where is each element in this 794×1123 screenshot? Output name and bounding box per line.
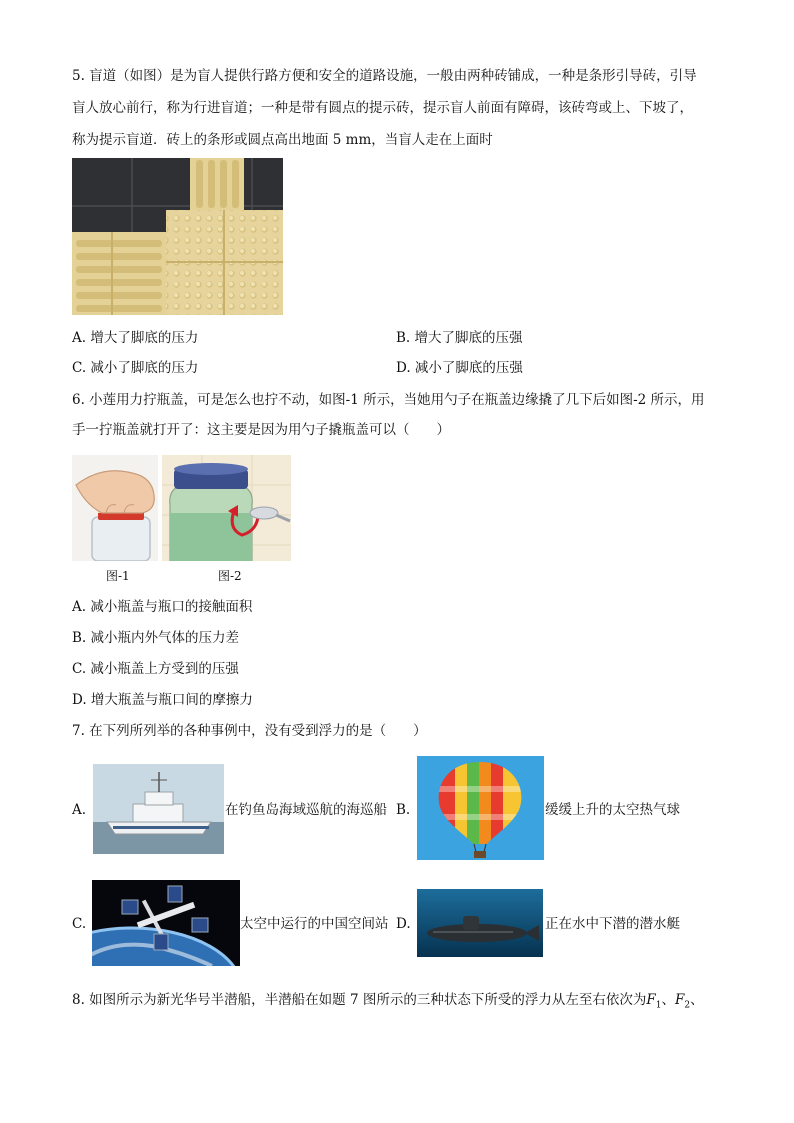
jar-figure-2-image — [162, 455, 291, 561]
q5-option-c: C. 减小了脚底的压力 — [72, 360, 199, 376]
patrol-ship-image — [93, 764, 224, 854]
jar-figure-1-image — [72, 455, 158, 561]
q6-stem-line2: 手一拧瓶盖就打开了：这主要是因为用勺子撬瓶盖可以（ ） — [72, 422, 450, 438]
q6-option-d: D. 增大瓶盖与瓶口间的摩擦力 — [72, 692, 253, 708]
q6-option-c: C. 减小瓶盖上方受到的压强 — [72, 661, 239, 677]
q7-option-b-text: 缓缓上升的太空热气球 — [545, 802, 680, 818]
q7-stem: 7. 在下列所列举的各种事例中，没有受到浮力的是（ ） — [72, 723, 427, 739]
f2-symbol: F — [674, 992, 685, 1008]
hot-air-balloon-image — [417, 756, 544, 860]
q6-option-a: A. 减小瓶盖与瓶口的接触面积 — [72, 599, 253, 615]
f2-subscript: 2 — [684, 1000, 691, 1011]
q5-stem-line2: 盲人放心前行，称为行进盲道；一种是带有圆点的提示砖，提示盲人前面有障碍，该砖弯或上、下坡了， — [72, 100, 693, 116]
fig1-caption: 图-1 — [106, 569, 130, 583]
f1-subscript: 1 — [655, 1000, 662, 1011]
q5-option-b: B. 增大了脚底的压强 — [396, 330, 523, 346]
fig2-caption: 图-2 — [218, 569, 242, 583]
q7-option-c-label: C. — [72, 916, 87, 932]
q7-option-a-label: A. — [72, 802, 87, 818]
submarine-image — [417, 889, 543, 957]
q8-separator-1: 、 — [661, 992, 675, 1008]
q5-option-d: D. 减小了脚底的压强 — [396, 360, 523, 376]
f1-symbol: F — [646, 992, 656, 1008]
q7-option-d-label: D. — [396, 916, 411, 932]
q7-option-c-text: 太空中运行的中国空间站 — [240, 916, 389, 932]
space-station-image — [92, 880, 240, 966]
q8-separator-2: 、 — [690, 992, 704, 1008]
q6-option-b: B. 减小瓶内外气体的压力差 — [72, 630, 240, 646]
q7-option-a-text: 在钓鱼岛海域巡航的海巡船 — [225, 802, 387, 818]
q8-stem-text: 8. 如图所示为新光华号半潜船，半潜船在如题 7 图所示的三种状态下所受的浮力从左至右依次为 — [72, 992, 647, 1008]
tactile-paving-image — [72, 158, 283, 315]
q5-option-a: A. 增大了脚底的压力 — [72, 330, 199, 346]
q6-stem-line1: 6. 小莲用力拧瓶盖，可是怎么也拧不动，如图-1 所示，当她用勺子在瓶盖边缘撬了几下后如图-2 所示，用 — [72, 392, 705, 408]
q7-option-d-text: 正在水中下潜的潜水艇 — [545, 916, 680, 932]
q5-stem-line3: 称为提示盲道．砖上的条形或圆点高出地面 5 mm，当盲人走在上面时 — [72, 132, 493, 148]
q7-option-b-label: B. — [396, 802, 411, 818]
q8-stem-line1 — [72, 990, 704, 1016]
q5-stem-line1: 5. 盲道（如图）是为盲人提供行路方便和安全的道路设施，一般由两种砖铺成，一种是条形引导砖，引导 — [72, 68, 697, 84]
